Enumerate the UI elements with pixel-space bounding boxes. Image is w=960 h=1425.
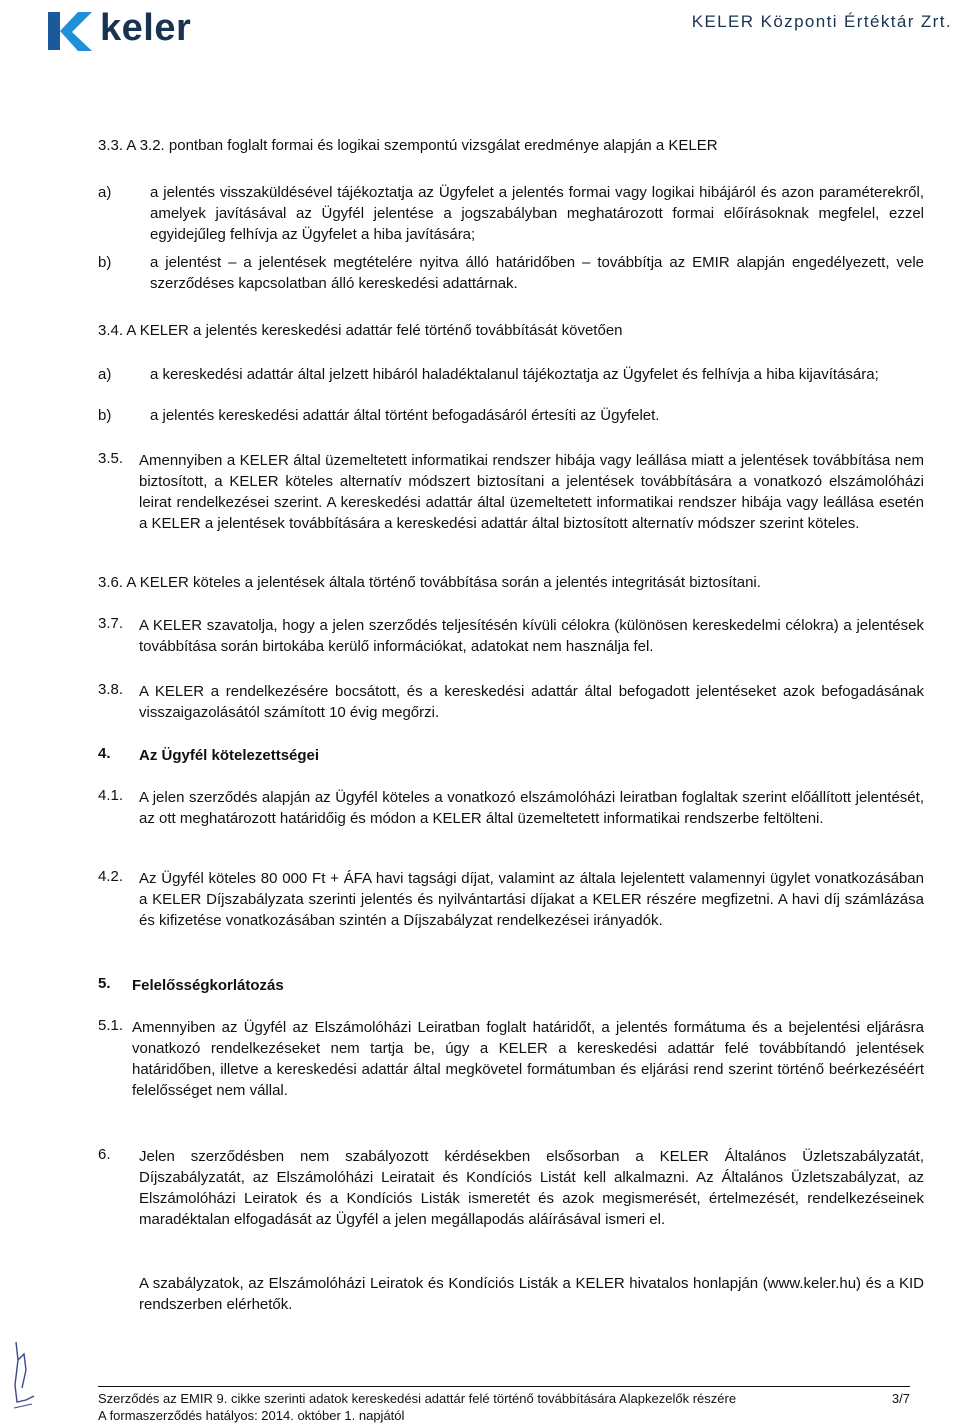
section-4-heading: Az Ügyfél kötelezettségei — [139, 747, 320, 764]
section-3-4-item-b — [98, 405, 924, 426]
section-4-2-text: Az Ügyfél köteles 80 000 Ft + ÁFA havi tagsági díjat, valamint az általa lejelentett valamennyi ügylet vonatkozásában a KELER Díjszabályzata szerinti jelentés és nyilvántartási díjakat a KELER részére megfizetni. A havi díj számlázása és kifizetése vonatkozásában szintén a Díjszabályzat rendelkezései irányadók. — [139, 870, 924, 929]
page-number: 3/7 — [891, 1391, 910, 1406]
section-3-7-text: A KELER szavatolja, hogy a jelen szerződés teljesítésén kívüli célokra (különösen kereskedelmi célokra) a jelentések továbbítása során birtokába kerülő információkat, adatokat nem használja fel. — [139, 617, 924, 655]
section-3-3-item-b — [98, 252, 924, 294]
section-3-8-number: 3.8. — [98, 681, 124, 698]
section-3-8-text: A KELER a rendelkezésére bocsátott, és a kereskedési adattár által befogadott jelentéseket azok befogadásának visszaigazolásától számított 10 évig megőrzi. — [139, 683, 924, 721]
section-3-5-number: 3.5. — [98, 450, 124, 467]
section-6-text-2: A szabályzatok, az Elszámolóházi Leiratok és Kondíciós Listák a KELER hivatalos honlapján (www.keler.hu) és a KID rendszerben elérhetők. — [139, 1275, 924, 1313]
section-3-4-item-a — [98, 364, 924, 385]
footer-title: Szerződés az EMIR 9. cikke szerinti adatok kereskedési adattár felé történő továbbítására Alapkezelők részére — [98, 1391, 737, 1406]
section-4-1-number: 4.1. — [98, 787, 124, 804]
section-3-7-number: 3.7. — [98, 615, 124, 632]
section-6-text: Jelen szerződésben nem szabályozott kérdésekben elsősorban a KELER Általános Üzletszabályzatát, Díjszabályzatát, az Elszámolóházi Leiratait és Kondíciós Listát kell alkalmazni. Az Általános Üzletszabályzat, az Elszámolóházi Leiratok és a Kondíciós Listák ismeretét és azok megismerését, értelmezését, rendelkezéseinek maradéktalan elfogadását az Ügyfél a jelen megállapodás aláírásával ismeri el. — [139, 1148, 924, 1228]
section-5-1-number: 5.1. — [98, 1017, 124, 1034]
section-3-3-item-a — [98, 182, 924, 245]
company-name: KELER Központi Értéktár Zrt. — [691, 12, 952, 31]
item-label: a) — [98, 184, 112, 201]
section-5-1-text: Amennyiben az Ügyfél az Elszámolóházi Leiratban foglalt határidőt, a jelentés formátuma és a bejelentési eljárásra vonatkozó rendelkezéseket nem tartja be, úgy a KELER a kereskedési adattár felé továbbítandó jelentések határidőben, illetve a kereskedési adattár által megkövetel formátumban és eljárási rend szerint történő beérkezéséért felelősséget nem vállal. — [132, 1019, 924, 1099]
section-3-3-intro: 3.3. A 3.2. pontban foglalt formai és logikai szempontú vizsgálat eredménye alapján a KELER — [98, 137, 718, 154]
section-4-1-text: A jelen szerződés alapján az Ügyfél köteles a vonatkozó elszámolóházi leiratban foglaltak szerint előállított jelentését, az ott meghatározott határidőig és módon a KELER által üzemeltetett informatikai rendszerbe feltölteni. — [139, 789, 924, 827]
item-text: a kereskedési adattár által jelzett hibáról haladéktalanul tájékoztatja az Ügyfelet és felhívja a hiba kijavítására; — [150, 366, 879, 383]
footer-validity: A formaszerződés hatályos: 2014. október 1. napjától — [98, 1408, 405, 1423]
handwritten-signature — [6, 1330, 46, 1420]
section-5-number: 5. — [98, 975, 111, 992]
footer — [98, 1390, 910, 1424]
section-3-5-text: Amennyiben a KELER által üzemeltetett informatikai rendszer hibája vagy leállása miatt a jelentések továbbítása nem biztosított, a KELER köteles alternatív módszert biztosítani a jelentések továbbítására a vonatkozó elszámolóházi leirat rendelkezései szerint. A kereskedési adattár által üzemeltetett informatikai rendszer hibája vagy leállása esetén a KELER a jelentések továbbítására a kereskedési adattár által biztosított alternatív módszer szerint köteles. — [139, 452, 924, 532]
keler-logo — [44, 8, 214, 54]
section-4-number: 4. — [98, 745, 111, 762]
keler-k-mark-icon — [44, 8, 94, 54]
item-label: b) — [98, 407, 112, 424]
section-6-number: 6. — [98, 1146, 111, 1163]
item-label: a) — [98, 366, 112, 383]
section-4-2-number: 4.2. — [98, 868, 124, 885]
section-5-heading: Felelősségkorlátozás — [132, 977, 284, 994]
footer-divider — [98, 1386, 910, 1387]
section-3-6-text: 3.6. A KELER köteles a jelentések általa történő továbbítása során a jelentés integritását biztosítani. — [98, 574, 761, 591]
item-text: a jelentés visszaküldésével tájékoztatja az Ügyfelet a jelentés formai vagy logikai hibájáról és azon paraméterekről, amelyek javításával az Ügyfél jelentése a jogszabályban meghatározott formai előírásoknak megfelel, ezzel egyidejűleg felhívja az Ügyfelet a hiba javítására; — [150, 184, 924, 243]
logo-wordmark: keler — [100, 7, 192, 49]
item-text: a jelentés kereskedési adattár által történt befogadásáról értesíti az Ügyfelet. — [150, 407, 660, 424]
item-label: b) — [98, 254, 112, 271]
section-3-4-intro: 3.4. A KELER a jelentés kereskedési adattár felé történő továbbítását követően — [98, 322, 623, 339]
item-text: a jelentést – a jelentések megtételére nyitva álló határidőben – továbbítja az EMIR alapján engedélyezett, vele szerződéses kapcsolatban álló kereskedési adattárnak. — [150, 254, 924, 292]
